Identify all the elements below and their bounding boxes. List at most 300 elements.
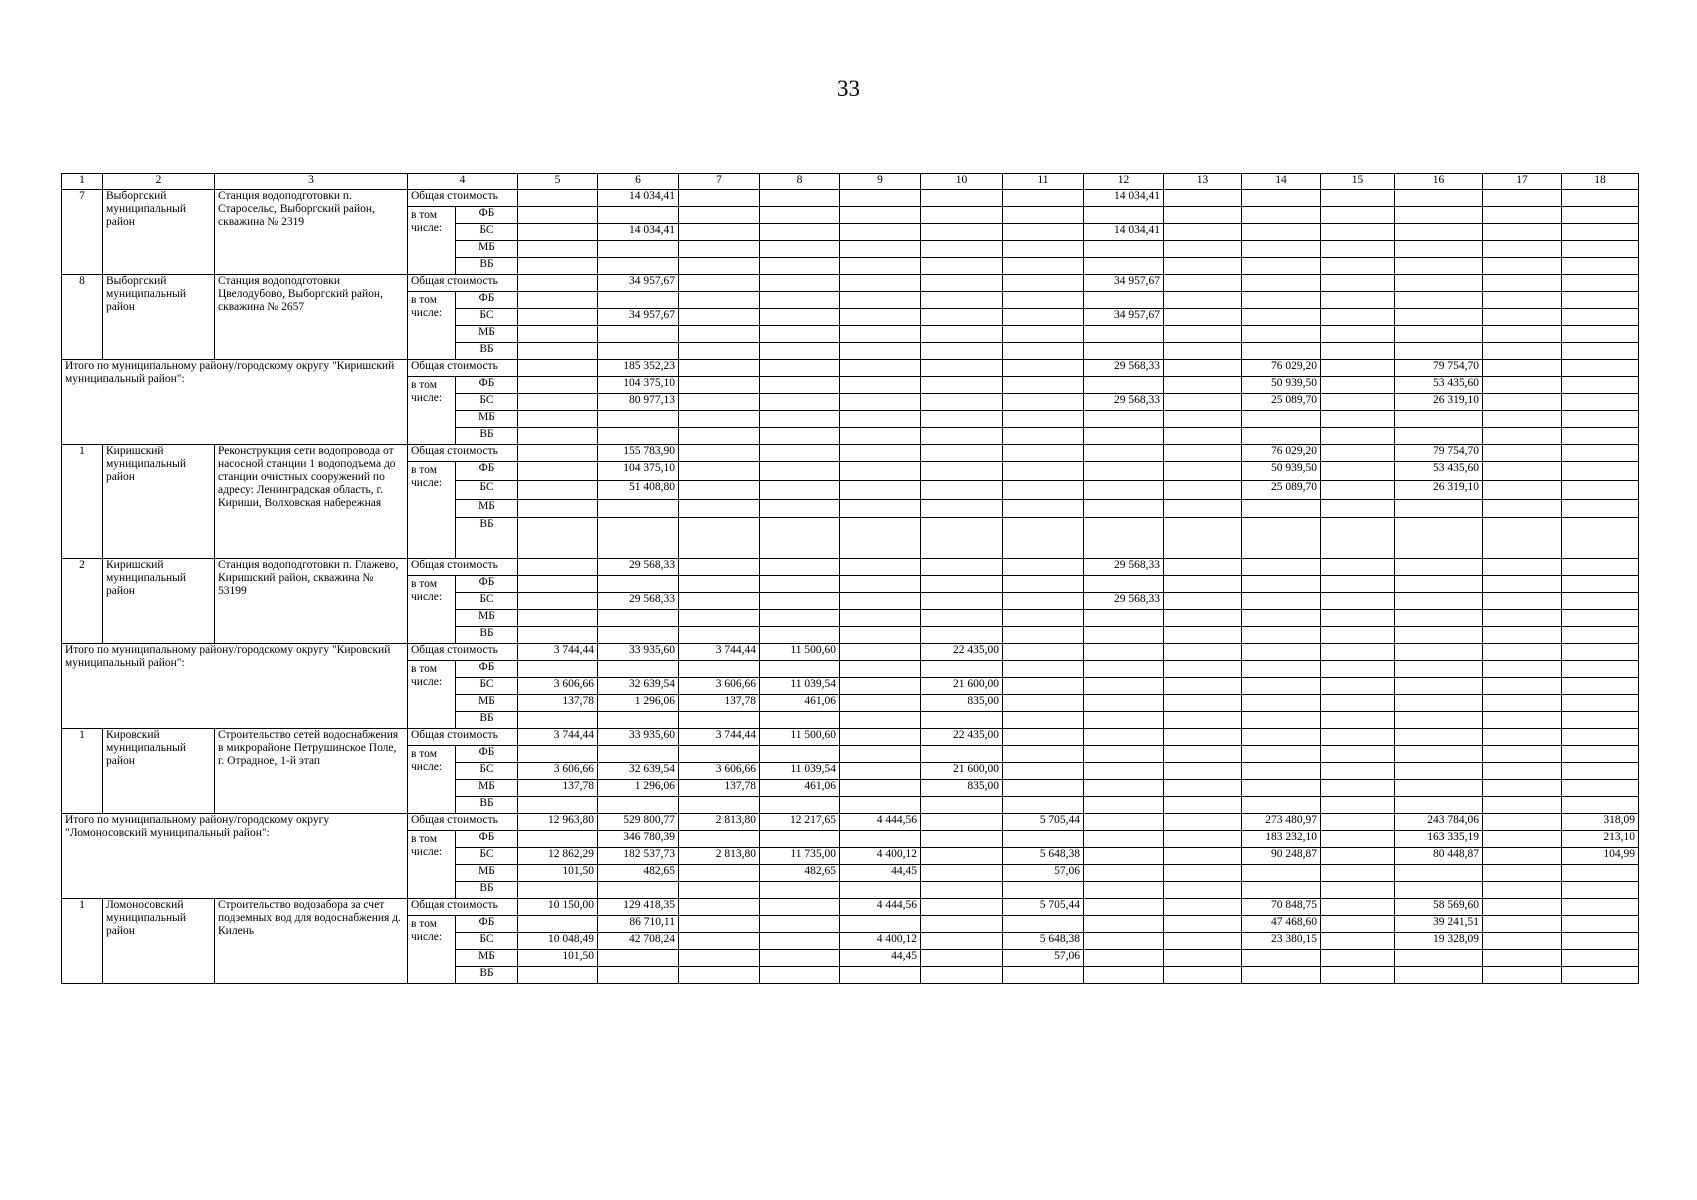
value-cell bbox=[1395, 763, 1483, 780]
value-cell bbox=[1321, 481, 1395, 500]
value-cell bbox=[1562, 865, 1639, 882]
value-cell: 213,10 bbox=[1562, 831, 1639, 848]
value-cell bbox=[1242, 780, 1321, 797]
total-cost-label: Общая стоимость bbox=[408, 899, 518, 916]
value-cell bbox=[1483, 309, 1562, 326]
value-cell bbox=[1483, 360, 1562, 377]
value-cell bbox=[1084, 518, 1164, 559]
value-cell bbox=[1242, 241, 1321, 258]
row-number: 2 bbox=[62, 559, 103, 644]
value-cell bbox=[1321, 428, 1395, 445]
value-cell bbox=[518, 593, 598, 610]
value-cell bbox=[921, 814, 1003, 831]
value-cell bbox=[1395, 275, 1483, 292]
value-cell bbox=[1395, 326, 1483, 343]
value-cell bbox=[1164, 831, 1242, 848]
value-cell bbox=[921, 950, 1003, 967]
value-cell: 21 600,00 bbox=[921, 763, 1003, 780]
district-name: Выборгский муниципальный район bbox=[103, 275, 215, 360]
value-cell bbox=[1003, 678, 1084, 695]
value-cell bbox=[921, 411, 1003, 428]
value-cell bbox=[1003, 309, 1084, 326]
value-cell bbox=[840, 292, 921, 309]
value-cell bbox=[840, 190, 921, 207]
value-cell bbox=[760, 445, 840, 462]
value-cell: 318,09 bbox=[1562, 814, 1639, 831]
value-cell bbox=[1164, 967, 1242, 984]
value-cell bbox=[1483, 576, 1562, 593]
value-cell bbox=[518, 797, 598, 814]
value-cell bbox=[1242, 763, 1321, 780]
value-cell bbox=[518, 627, 598, 644]
value-cell bbox=[840, 518, 921, 559]
value-cell: 10 048,49 bbox=[518, 933, 598, 950]
funding-source-label: ВБ bbox=[456, 712, 518, 729]
funding-source-label: ВБ bbox=[456, 967, 518, 984]
value-cell: 129 418,35 bbox=[598, 899, 679, 916]
value-cell bbox=[1562, 360, 1639, 377]
value-cell: 57,06 bbox=[1003, 865, 1084, 882]
value-cell bbox=[760, 576, 840, 593]
value-cell: 3 744,44 bbox=[679, 644, 760, 661]
value-cell bbox=[1164, 627, 1242, 644]
value-cell: 835,00 bbox=[921, 780, 1003, 797]
value-cell: 14 034,41 bbox=[598, 224, 679, 241]
value-cell bbox=[921, 326, 1003, 343]
value-cell bbox=[921, 865, 1003, 882]
value-cell bbox=[518, 343, 598, 360]
value-cell bbox=[840, 360, 921, 377]
value-cell bbox=[1242, 593, 1321, 610]
value-cell bbox=[840, 831, 921, 848]
funding-source-label: МБ bbox=[456, 241, 518, 258]
value-cell bbox=[598, 292, 679, 309]
value-cell bbox=[1084, 292, 1164, 309]
value-cell bbox=[1321, 394, 1395, 411]
value-cell bbox=[1483, 377, 1562, 394]
value-cell bbox=[1164, 394, 1242, 411]
value-cell bbox=[1164, 258, 1242, 275]
value-cell bbox=[679, 500, 760, 518]
value-cell bbox=[598, 207, 679, 224]
value-cell bbox=[1003, 360, 1084, 377]
value-cell: 104 375,10 bbox=[598, 462, 679, 481]
value-cell: 3 606,66 bbox=[679, 763, 760, 780]
value-cell bbox=[1562, 445, 1639, 462]
total-cost-label: Общая стоимость bbox=[408, 729, 518, 746]
value-cell bbox=[921, 500, 1003, 518]
value-cell bbox=[1242, 343, 1321, 360]
value-cell: 2 813,80 bbox=[679, 848, 760, 865]
value-cell bbox=[1084, 500, 1164, 518]
value-cell bbox=[518, 292, 598, 309]
value-cell bbox=[1562, 950, 1639, 967]
value-cell bbox=[518, 712, 598, 729]
value-cell bbox=[1321, 967, 1395, 984]
funding-source-label: ФБ bbox=[456, 916, 518, 933]
value-cell: 5 648,38 bbox=[1003, 933, 1084, 950]
value-cell bbox=[1395, 411, 1483, 428]
value-cell bbox=[1242, 518, 1321, 559]
value-cell bbox=[598, 343, 679, 360]
object-name: Станция водоподготовки п. Старосельс, Выборгский район, скважина № 2319 bbox=[215, 190, 408, 275]
value-cell: 33 935,60 bbox=[598, 644, 679, 661]
value-cell bbox=[518, 967, 598, 984]
value-cell bbox=[679, 899, 760, 916]
value-cell bbox=[1321, 627, 1395, 644]
value-cell bbox=[1164, 411, 1242, 428]
table-row bbox=[62, 729, 1639, 746]
value-cell bbox=[518, 518, 598, 559]
value-cell bbox=[921, 481, 1003, 500]
value-cell bbox=[1003, 746, 1084, 763]
value-cell bbox=[518, 411, 598, 428]
value-cell bbox=[518, 275, 598, 292]
value-cell bbox=[1562, 275, 1639, 292]
value-cell bbox=[840, 712, 921, 729]
value-cell bbox=[1084, 831, 1164, 848]
funding-source-label: ФБ bbox=[456, 207, 518, 224]
value-cell bbox=[1483, 292, 1562, 309]
value-cell bbox=[760, 207, 840, 224]
value-cell: 29 568,33 bbox=[1084, 559, 1164, 576]
value-cell bbox=[760, 627, 840, 644]
funding-source-label: БС bbox=[456, 593, 518, 610]
value-cell bbox=[1003, 394, 1084, 411]
value-cell bbox=[921, 241, 1003, 258]
value-cell: 34 957,67 bbox=[1084, 275, 1164, 292]
including-label: в том числе: bbox=[408, 746, 456, 814]
value-cell bbox=[921, 899, 1003, 916]
value-cell bbox=[1483, 865, 1562, 882]
summary-title: Итого по муниципальному району/городскому округу "Киришский муниципальный район": bbox=[62, 360, 408, 445]
column-header: 2 bbox=[103, 174, 215, 190]
value-cell bbox=[1084, 377, 1164, 394]
funding-source-label: МБ bbox=[456, 865, 518, 882]
value-cell bbox=[1395, 241, 1483, 258]
table-row bbox=[62, 190, 1639, 207]
value-cell bbox=[1164, 241, 1242, 258]
value-cell bbox=[760, 309, 840, 326]
value-cell bbox=[921, 831, 1003, 848]
value-cell bbox=[1084, 241, 1164, 258]
value-cell bbox=[679, 258, 760, 275]
value-cell bbox=[679, 190, 760, 207]
value-cell: 90 248,87 bbox=[1242, 848, 1321, 865]
value-cell bbox=[1003, 241, 1084, 258]
value-cell bbox=[1562, 394, 1639, 411]
value-cell bbox=[1395, 882, 1483, 899]
value-cell bbox=[1242, 559, 1321, 576]
value-cell bbox=[1321, 746, 1395, 763]
value-cell bbox=[679, 661, 760, 678]
funding-source-label: МБ bbox=[456, 610, 518, 627]
value-cell: 53 435,60 bbox=[1395, 377, 1483, 394]
value-cell bbox=[1483, 763, 1562, 780]
value-cell bbox=[1562, 916, 1639, 933]
including-label: в том числе: bbox=[408, 661, 456, 729]
value-cell: 32 639,54 bbox=[598, 763, 679, 780]
value-cell bbox=[1321, 899, 1395, 916]
value-cell: 5 705,44 bbox=[1003, 899, 1084, 916]
value-cell bbox=[1242, 678, 1321, 695]
value-cell: 44,45 bbox=[840, 865, 921, 882]
value-cell bbox=[1395, 950, 1483, 967]
value-cell bbox=[1562, 661, 1639, 678]
value-cell bbox=[1164, 899, 1242, 916]
value-cell bbox=[1483, 275, 1562, 292]
value-cell bbox=[840, 559, 921, 576]
column-header: 7 bbox=[679, 174, 760, 190]
value-cell bbox=[1164, 377, 1242, 394]
value-cell bbox=[840, 377, 921, 394]
column-header: 12 bbox=[1084, 174, 1164, 190]
value-cell bbox=[518, 309, 598, 326]
value-cell: 26 319,10 bbox=[1395, 481, 1483, 500]
column-header: 4 bbox=[408, 174, 518, 190]
value-cell bbox=[1164, 678, 1242, 695]
value-cell: 4 444,56 bbox=[840, 814, 921, 831]
value-cell bbox=[1084, 627, 1164, 644]
value-cell bbox=[1164, 712, 1242, 729]
value-cell bbox=[1483, 481, 1562, 500]
value-cell: 50 939,50 bbox=[1242, 377, 1321, 394]
value-cell bbox=[1483, 780, 1562, 797]
value-cell bbox=[679, 746, 760, 763]
value-cell: 137,78 bbox=[679, 780, 760, 797]
value-cell bbox=[1084, 695, 1164, 712]
value-cell bbox=[1395, 610, 1483, 627]
value-cell bbox=[518, 559, 598, 576]
funding-source-label: ВБ bbox=[456, 428, 518, 445]
value-cell bbox=[1084, 797, 1164, 814]
value-cell bbox=[1003, 729, 1084, 746]
column-header: 1 bbox=[62, 174, 103, 190]
value-cell bbox=[1084, 865, 1164, 882]
value-cell: 11 500,60 bbox=[760, 644, 840, 661]
value-cell bbox=[1003, 445, 1084, 462]
value-cell bbox=[1003, 500, 1084, 518]
value-cell bbox=[1562, 933, 1639, 950]
value-cell: 29 568,33 bbox=[598, 593, 679, 610]
value-cell bbox=[1084, 916, 1164, 933]
value-cell bbox=[1321, 258, 1395, 275]
value-cell bbox=[1483, 241, 1562, 258]
value-cell bbox=[1321, 882, 1395, 899]
value-cell bbox=[1242, 428, 1321, 445]
value-cell bbox=[518, 576, 598, 593]
value-cell bbox=[1321, 712, 1395, 729]
value-cell bbox=[598, 428, 679, 445]
value-cell: 3 744,44 bbox=[679, 729, 760, 746]
value-cell: 1 296,06 bbox=[598, 780, 679, 797]
value-cell bbox=[1003, 967, 1084, 984]
value-cell bbox=[518, 481, 598, 500]
value-cell: 42 708,24 bbox=[598, 933, 679, 950]
value-cell bbox=[1321, 207, 1395, 224]
value-cell bbox=[760, 882, 840, 899]
value-cell bbox=[1562, 292, 1639, 309]
value-cell bbox=[1003, 593, 1084, 610]
value-cell: 1 296,06 bbox=[598, 695, 679, 712]
value-cell: 104 375,10 bbox=[598, 377, 679, 394]
value-cell bbox=[1483, 712, 1562, 729]
value-cell: 4 400,12 bbox=[840, 848, 921, 865]
value-cell bbox=[1164, 661, 1242, 678]
table-row bbox=[62, 814, 1639, 831]
value-cell bbox=[760, 343, 840, 360]
row-number: 7 bbox=[62, 190, 103, 275]
value-cell bbox=[921, 627, 1003, 644]
value-cell bbox=[1164, 933, 1242, 950]
value-cell bbox=[1321, 411, 1395, 428]
value-cell bbox=[1562, 462, 1639, 481]
value-cell bbox=[1003, 831, 1084, 848]
value-cell bbox=[1242, 644, 1321, 661]
value-cell: 34 957,67 bbox=[598, 309, 679, 326]
value-cell bbox=[1562, 326, 1639, 343]
value-cell bbox=[921, 746, 1003, 763]
value-cell: 12 963,80 bbox=[518, 814, 598, 831]
value-cell bbox=[1321, 241, 1395, 258]
funding-source-label: ФБ bbox=[456, 292, 518, 309]
value-cell: 19 328,09 bbox=[1395, 933, 1483, 950]
value-cell bbox=[518, 610, 598, 627]
value-cell bbox=[921, 559, 1003, 576]
value-cell: 57,06 bbox=[1003, 950, 1084, 967]
value-cell bbox=[679, 462, 760, 481]
value-cell bbox=[840, 882, 921, 899]
value-cell bbox=[1003, 576, 1084, 593]
value-cell bbox=[1164, 950, 1242, 967]
value-cell bbox=[921, 292, 1003, 309]
including-label: в том числе: bbox=[408, 292, 456, 360]
funding-source-label: МБ bbox=[456, 326, 518, 343]
value-cell bbox=[760, 394, 840, 411]
value-cell bbox=[1003, 481, 1084, 500]
value-cell: 482,65 bbox=[598, 865, 679, 882]
value-cell: 11 500,60 bbox=[760, 729, 840, 746]
value-cell bbox=[1003, 559, 1084, 576]
value-cell bbox=[1483, 678, 1562, 695]
value-cell bbox=[679, 797, 760, 814]
value-cell bbox=[1084, 882, 1164, 899]
value-cell bbox=[598, 950, 679, 967]
value-cell bbox=[921, 309, 1003, 326]
value-cell bbox=[1483, 814, 1562, 831]
value-cell bbox=[1395, 343, 1483, 360]
value-cell bbox=[1164, 326, 1242, 343]
value-cell bbox=[760, 610, 840, 627]
value-cell bbox=[1084, 678, 1164, 695]
value-cell bbox=[760, 559, 840, 576]
value-cell bbox=[518, 224, 598, 241]
table-row bbox=[62, 445, 1639, 462]
value-cell bbox=[840, 576, 921, 593]
value-cell bbox=[518, 394, 598, 411]
value-cell: 3 744,44 bbox=[518, 729, 598, 746]
value-cell bbox=[679, 610, 760, 627]
value-cell bbox=[1562, 780, 1639, 797]
funding-source-label: БС bbox=[456, 394, 518, 411]
value-cell bbox=[1321, 831, 1395, 848]
value-cell: 3 744,44 bbox=[518, 644, 598, 661]
table-row bbox=[62, 360, 1639, 377]
value-cell bbox=[1562, 610, 1639, 627]
value-cell bbox=[921, 394, 1003, 411]
value-cell bbox=[1321, 695, 1395, 712]
value-cell bbox=[1084, 763, 1164, 780]
value-cell bbox=[921, 967, 1003, 984]
value-cell: 80 448,87 bbox=[1395, 848, 1483, 865]
value-cell bbox=[1003, 224, 1084, 241]
value-cell bbox=[1242, 224, 1321, 241]
value-cell bbox=[679, 627, 760, 644]
value-cell bbox=[1084, 207, 1164, 224]
value-cell bbox=[760, 899, 840, 916]
value-cell bbox=[679, 933, 760, 950]
value-cell bbox=[760, 967, 840, 984]
value-cell bbox=[1395, 500, 1483, 518]
value-cell bbox=[921, 224, 1003, 241]
value-cell bbox=[840, 411, 921, 428]
value-cell bbox=[1321, 678, 1395, 695]
value-cell bbox=[1395, 661, 1483, 678]
value-cell bbox=[1483, 462, 1562, 481]
value-cell bbox=[1483, 190, 1562, 207]
value-cell bbox=[1084, 644, 1164, 661]
district-name: Кировский муниципальный район bbox=[103, 729, 215, 814]
value-cell bbox=[1084, 729, 1164, 746]
page-number: 33 bbox=[837, 76, 860, 101]
value-cell: 243 784,06 bbox=[1395, 814, 1483, 831]
value-cell bbox=[679, 326, 760, 343]
value-cell: 76 029,20 bbox=[1242, 360, 1321, 377]
value-cell: 346 780,39 bbox=[598, 831, 679, 848]
value-cell: 22 435,00 bbox=[921, 729, 1003, 746]
value-cell bbox=[1483, 593, 1562, 610]
value-cell bbox=[1321, 933, 1395, 950]
value-cell bbox=[1321, 593, 1395, 610]
value-cell bbox=[921, 360, 1003, 377]
value-cell bbox=[760, 950, 840, 967]
value-cell bbox=[1164, 695, 1242, 712]
value-cell bbox=[1562, 797, 1639, 814]
value-cell bbox=[1395, 224, 1483, 241]
value-cell bbox=[1242, 661, 1321, 678]
value-cell bbox=[1483, 746, 1562, 763]
funding-source-label: ФБ bbox=[456, 661, 518, 678]
value-cell bbox=[1321, 916, 1395, 933]
value-cell bbox=[1562, 746, 1639, 763]
value-cell: 44,45 bbox=[840, 950, 921, 967]
including-label: в том числе: bbox=[408, 916, 456, 984]
value-cell: 29 568,33 bbox=[1084, 593, 1164, 610]
value-cell bbox=[840, 241, 921, 258]
value-cell bbox=[760, 326, 840, 343]
value-cell bbox=[1084, 481, 1164, 500]
value-cell bbox=[598, 518, 679, 559]
value-cell bbox=[1164, 576, 1242, 593]
value-cell bbox=[1164, 746, 1242, 763]
value-cell bbox=[1321, 343, 1395, 360]
value-cell bbox=[1084, 933, 1164, 950]
value-cell bbox=[840, 428, 921, 445]
value-cell bbox=[518, 500, 598, 518]
value-cell bbox=[760, 712, 840, 729]
value-cell: 34 957,67 bbox=[1084, 309, 1164, 326]
value-cell: 25 089,70 bbox=[1242, 394, 1321, 411]
